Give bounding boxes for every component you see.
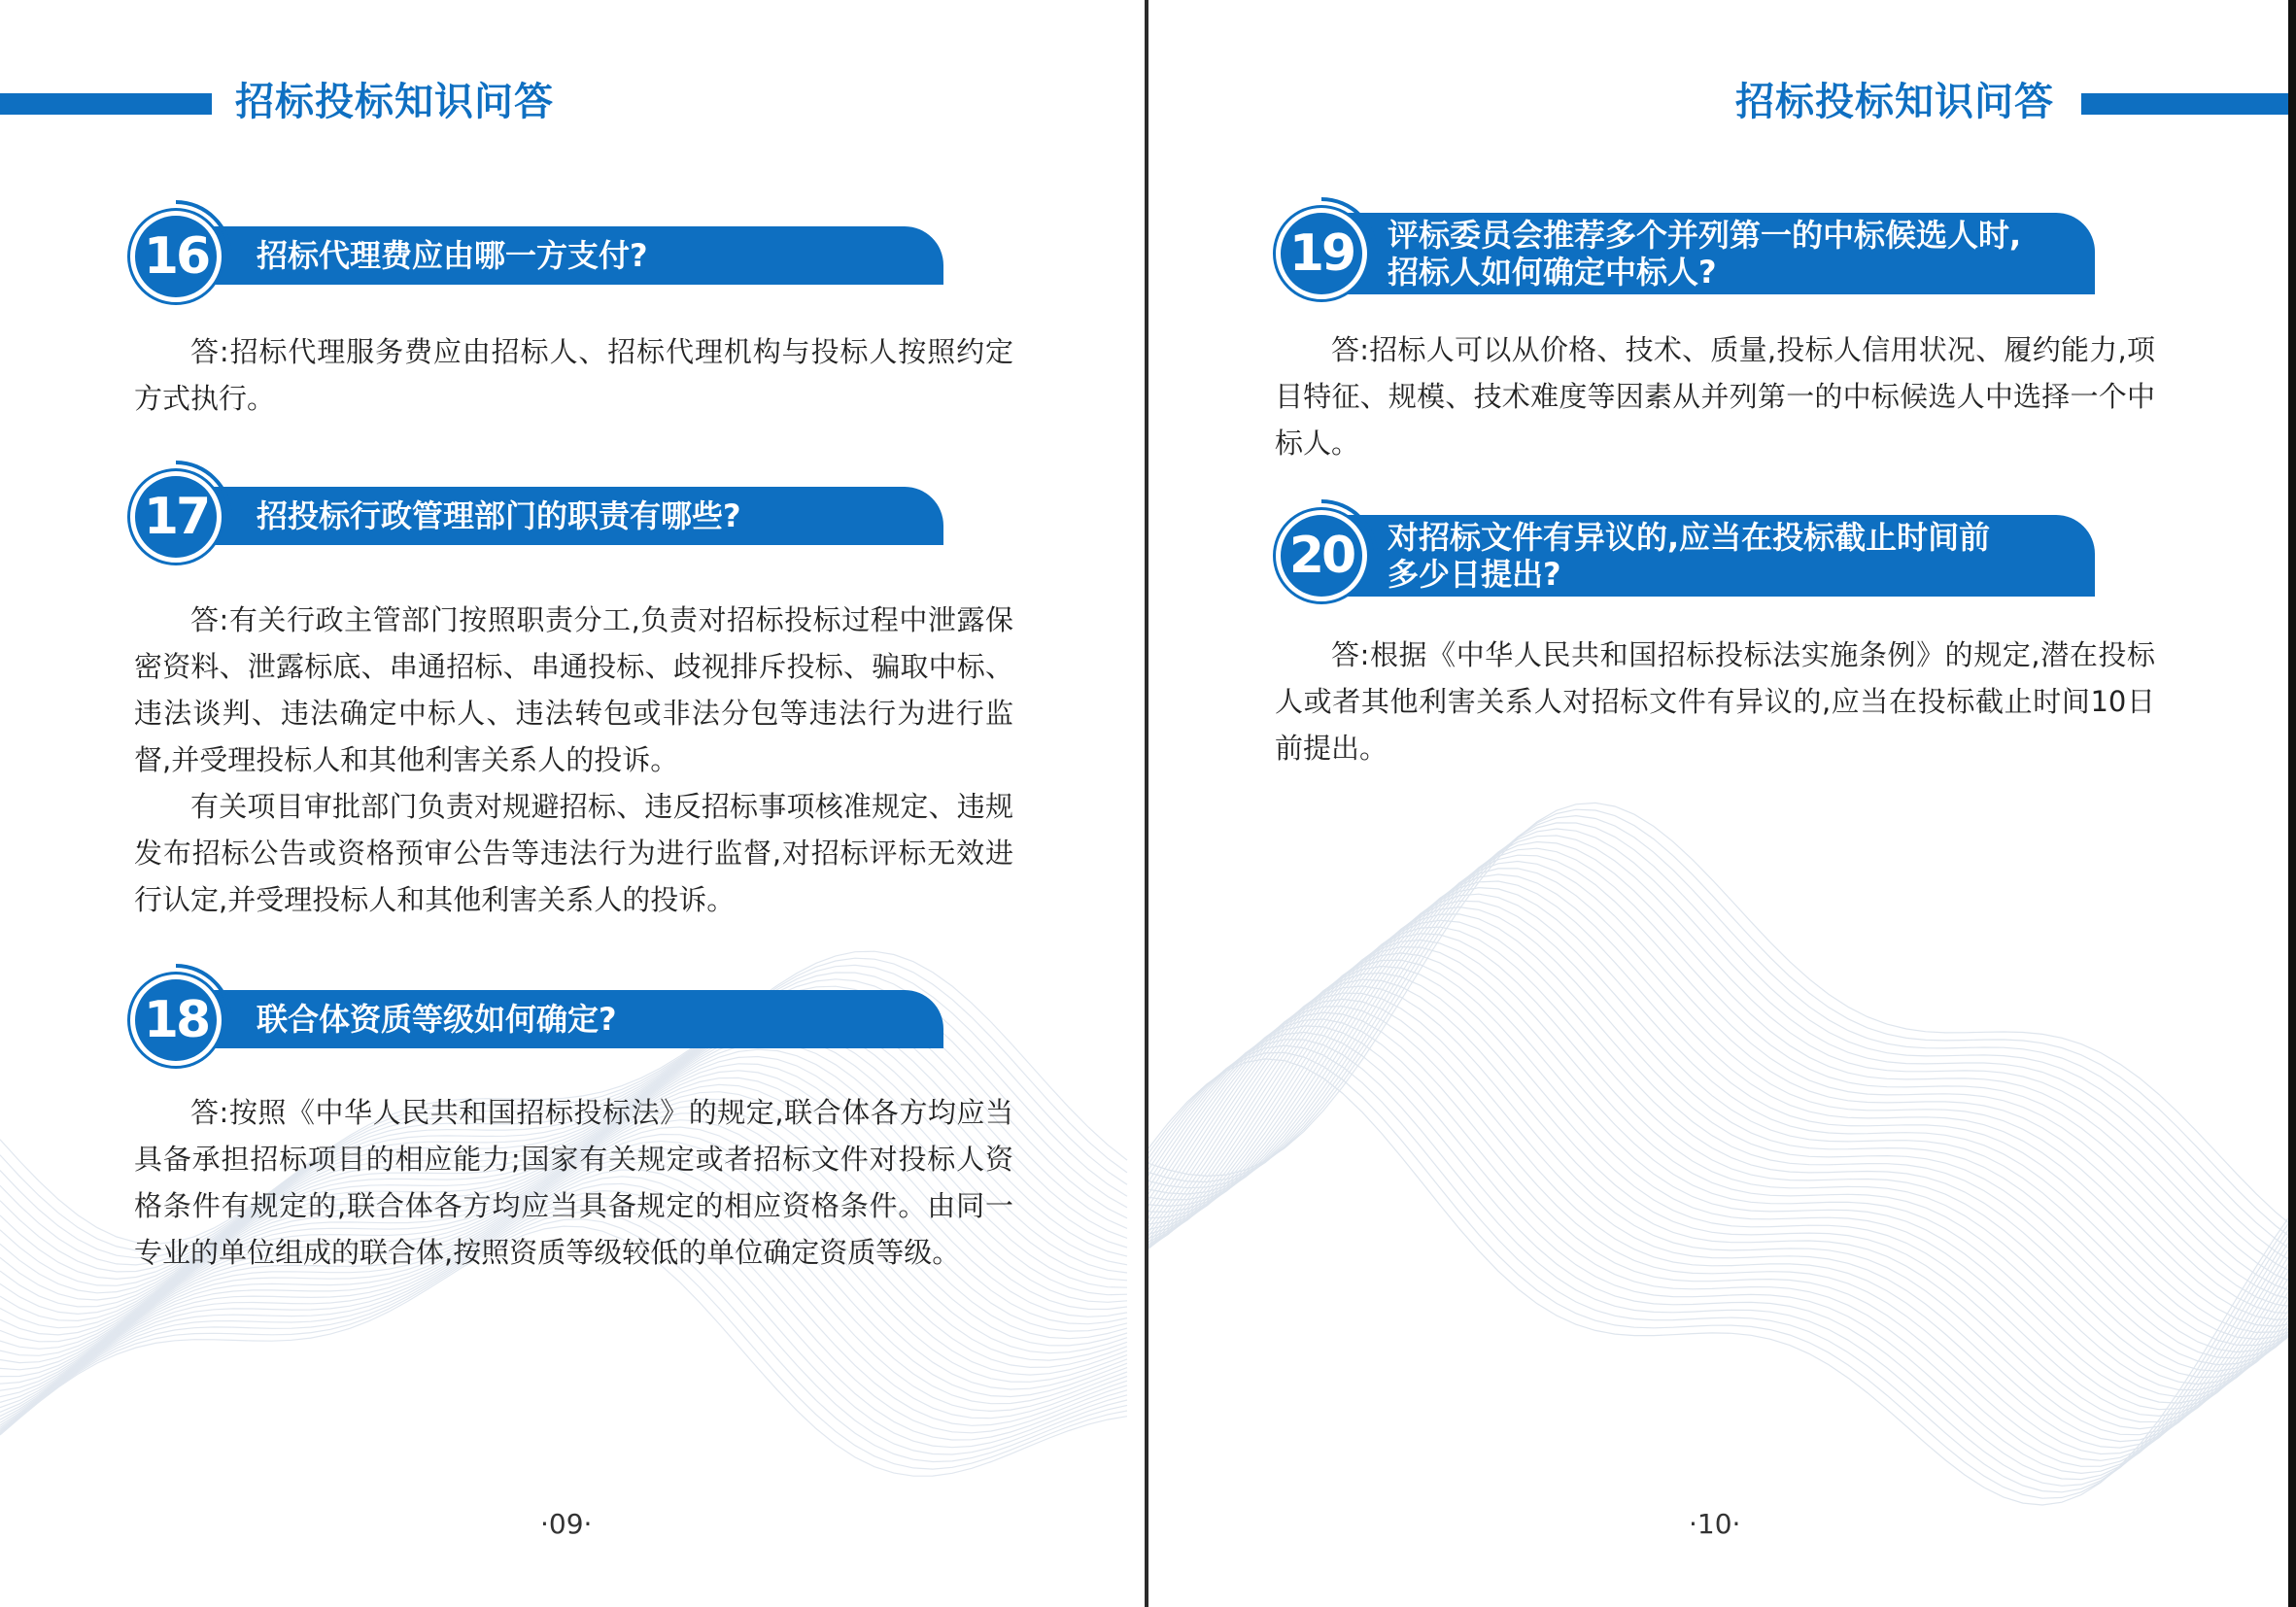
answer-text [134,328,1013,422]
question-title: 联合体资质等级如何确定? [257,1001,617,1038]
question-number: 17 [130,471,222,563]
question-title: 招标代理费应由哪一方支付? [257,237,648,274]
question-number: 20 [1276,510,1367,601]
answer-paragraph: 答:有关行政主管部门按照职责分工,负责对招标投标过程中泄露保密资料、泄露标底、串通招标、串通投标、歧视排斥投标、骗取中标、违法谈判、违法确定中标人、违法转包或非法分包等违法行为进行监督,并受理投标人和其他利害关系人的投诉。 [134,603,1013,776]
answer-paragraph: 答:根据《中华人民共和国招标投标法实施条例》的规定,潜在投标人或者其他利害关系人对招标文件有异议的,应当在投标截止时间10日前提出。 [1275,638,2155,765]
answer-paragraph: 答:招标代理服务费应由招标人、招标代理机构与投标人按照约定方式执行。 [134,335,1013,415]
left-page [0,0,1145,1607]
answer-paragraph: 答:招标人可以从价格、技术、质量,投标人信用状况、履约能力,项目特征、规模、技术难度等因素从并列第一的中标候选人中选择一个中标人。 [1275,333,2155,460]
answer-text [1275,632,2155,771]
question-title-line-2: 多少日提出? [1388,556,1561,593]
header-accent-bar [2081,93,2296,115]
question-title-line-1: 对招标文件有异议的,应当在投标截止时间前 [1388,519,1991,556]
right-page [1148,0,2296,1607]
answer-text [134,1089,1013,1276]
question-title-line-1: 评标委员会推荐多个并列第一的中标候选人时, [1388,217,2022,254]
question-number: 18 [130,974,222,1066]
header-accent-bar [0,93,212,115]
question-title-line-2: 招标人如何确定中标人? [1388,254,1717,291]
question-title: 招投标行政管理部门的职责有哪些? [257,497,741,534]
question-number: 19 [1276,208,1367,299]
answer-paragraph: 答:按照《中华人民共和国招标投标法》的规定,联合体各方均应当具备承担招标项目的相应能力;国家有关规定或者招标文件对投标人资格条件有规定的,联合体各方均应当具备规定的相应资格条件。由同一专业的单位组成的联合体,按照资质等级较低的单位确定资质等级。 [134,1096,1013,1269]
header-title: 招标投标知识问答 [235,80,554,124]
page-number: ·09· [540,1508,593,1540]
header-title: 招标投标知识问答 [1735,80,2054,124]
answer-text [134,597,1013,923]
page-number: ·10· [1689,1508,1741,1540]
page-edge [2288,0,2296,1607]
answer-text [1275,326,2155,466]
question-number: 16 [130,211,222,302]
answer-paragraph: 有关项目审批部门负责对规避招标、违反招标事项核准规定、违规发布招标公告或资格预审公告等违法行为进行监督,对招标评标无效进行认定,并受理投标人和其他利害关系人的投诉。 [134,790,1013,916]
